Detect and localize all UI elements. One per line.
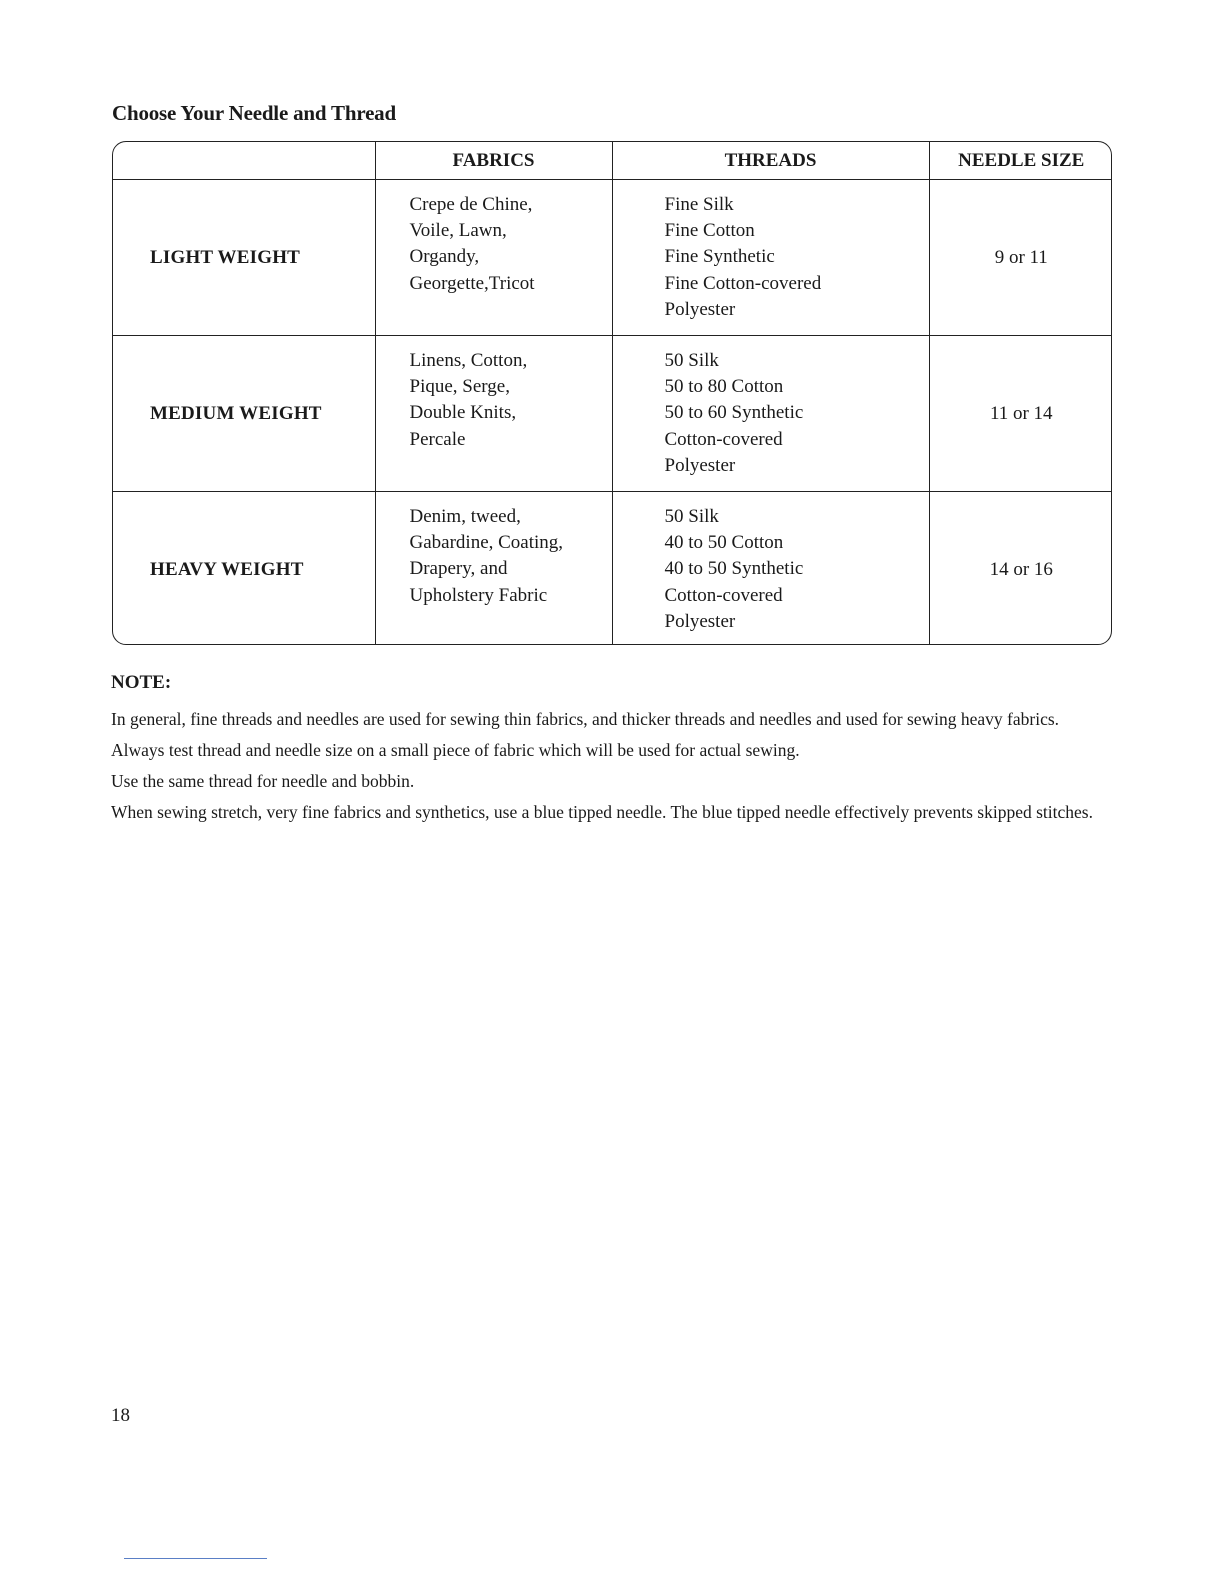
thread-item: Cotton-covered — [664, 584, 783, 606]
thread-item: Fine Silk — [664, 194, 734, 215]
note-body — [111, 706, 1113, 830]
weight-label: LIGHT WEIGHT — [113, 180, 375, 336]
fabrics-cell — [375, 492, 612, 646]
fabrics-cell — [375, 336, 612, 492]
thread-item: 50 Silk — [664, 350, 719, 371]
threads-cell — [612, 492, 929, 646]
fabric-item: Linens, Cotton, — [409, 350, 528, 371]
weight-label: HEAVY WEIGHT — [113, 492, 375, 646]
thread-item: Fine Cotton-covered — [664, 272, 822, 294]
note-paragraph: Use the same thread for needle and bobbin. — [111, 771, 415, 791]
table-row-medium-weight — [113, 336, 1112, 492]
fabric-item: Percale — [409, 428, 466, 450]
table-header-row — [113, 142, 1112, 180]
header-fabrics: FABRICS — [375, 142, 612, 180]
note-paragraph: Always test thread and needle size on a small piece of fabric which will be used for actual sewing. — [111, 740, 800, 760]
page-number: 18 — [111, 1405, 130, 1426]
fabric-item: Voile, Lawn, — [409, 220, 507, 242]
fabrics-cell — [375, 180, 612, 336]
header-needle-size: NEEDLE SIZE — [929, 142, 1112, 180]
thread-item: Polyester — [664, 454, 736, 476]
fabric-item: Organdy, — [409, 246, 480, 268]
thread-item: Polyester — [664, 298, 736, 320]
fabric-item: Denim, tweed, — [409, 506, 521, 527]
threads-cell — [612, 336, 929, 492]
needle-thread-grid — [113, 142, 1112, 645]
header-blank-cell — [113, 142, 375, 180]
fabric-item: Gabardine, Coating, — [409, 532, 564, 554]
thread-item: Polyester — [664, 610, 736, 632]
threads-cell — [612, 180, 929, 336]
fabric-item: Double Knits, — [409, 402, 517, 424]
fabric-item: Pique, Serge, — [409, 376, 510, 398]
thread-item: Fine Cotton — [664, 220, 755, 242]
thread-item: 50 Silk — [664, 506, 719, 527]
fabric-item: Drapery, and — [409, 558, 508, 580]
needle-size-cell: 14 or 16 — [929, 492, 1112, 646]
page-title: Choose Your Needle and Thread — [112, 101, 396, 125]
needle-thread-table — [112, 141, 1112, 645]
bottom-divider — [124, 1558, 267, 1559]
thread-item: 50 to 80 Cotton — [664, 376, 784, 398]
thread-item: 50 to 60 Synthetic — [664, 402, 804, 424]
weight-label: MEDIUM WEIGHT — [113, 336, 375, 492]
thread-item: 40 to 50 Cotton — [664, 532, 784, 554]
note-paragraph: When sewing stretch, very fine fabrics and synthetics, use a blue tipped needle. The blue tipped needle effectively prevents skipped stitches. — [111, 802, 1093, 822]
thread-item: 40 to 50 Synthetic — [664, 558, 804, 580]
thread-item: Cotton-covered — [664, 428, 783, 450]
fabric-item: Georgette,Tricot — [409, 272, 535, 294]
fabric-item: Crepe de Chine, — [409, 194, 533, 215]
table-row-heavy-weight — [113, 492, 1112, 646]
table-row-light-weight — [113, 180, 1112, 336]
needle-size-cell: 9 or 11 — [929, 180, 1112, 336]
fabric-item: Upholstery Fabric — [409, 584, 548, 606]
needle-size-cell: 11 or 14 — [929, 336, 1112, 492]
thread-item: Fine Synthetic — [664, 246, 775, 268]
header-threads: THREADS — [612, 142, 929, 180]
note-heading: NOTE: — [111, 672, 172, 693]
note-paragraph: In general, fine threads and needles are used for sewing thin fabrics, and thicker threads and needles and used for sewing heavy fabrics. — [111, 709, 1060, 729]
